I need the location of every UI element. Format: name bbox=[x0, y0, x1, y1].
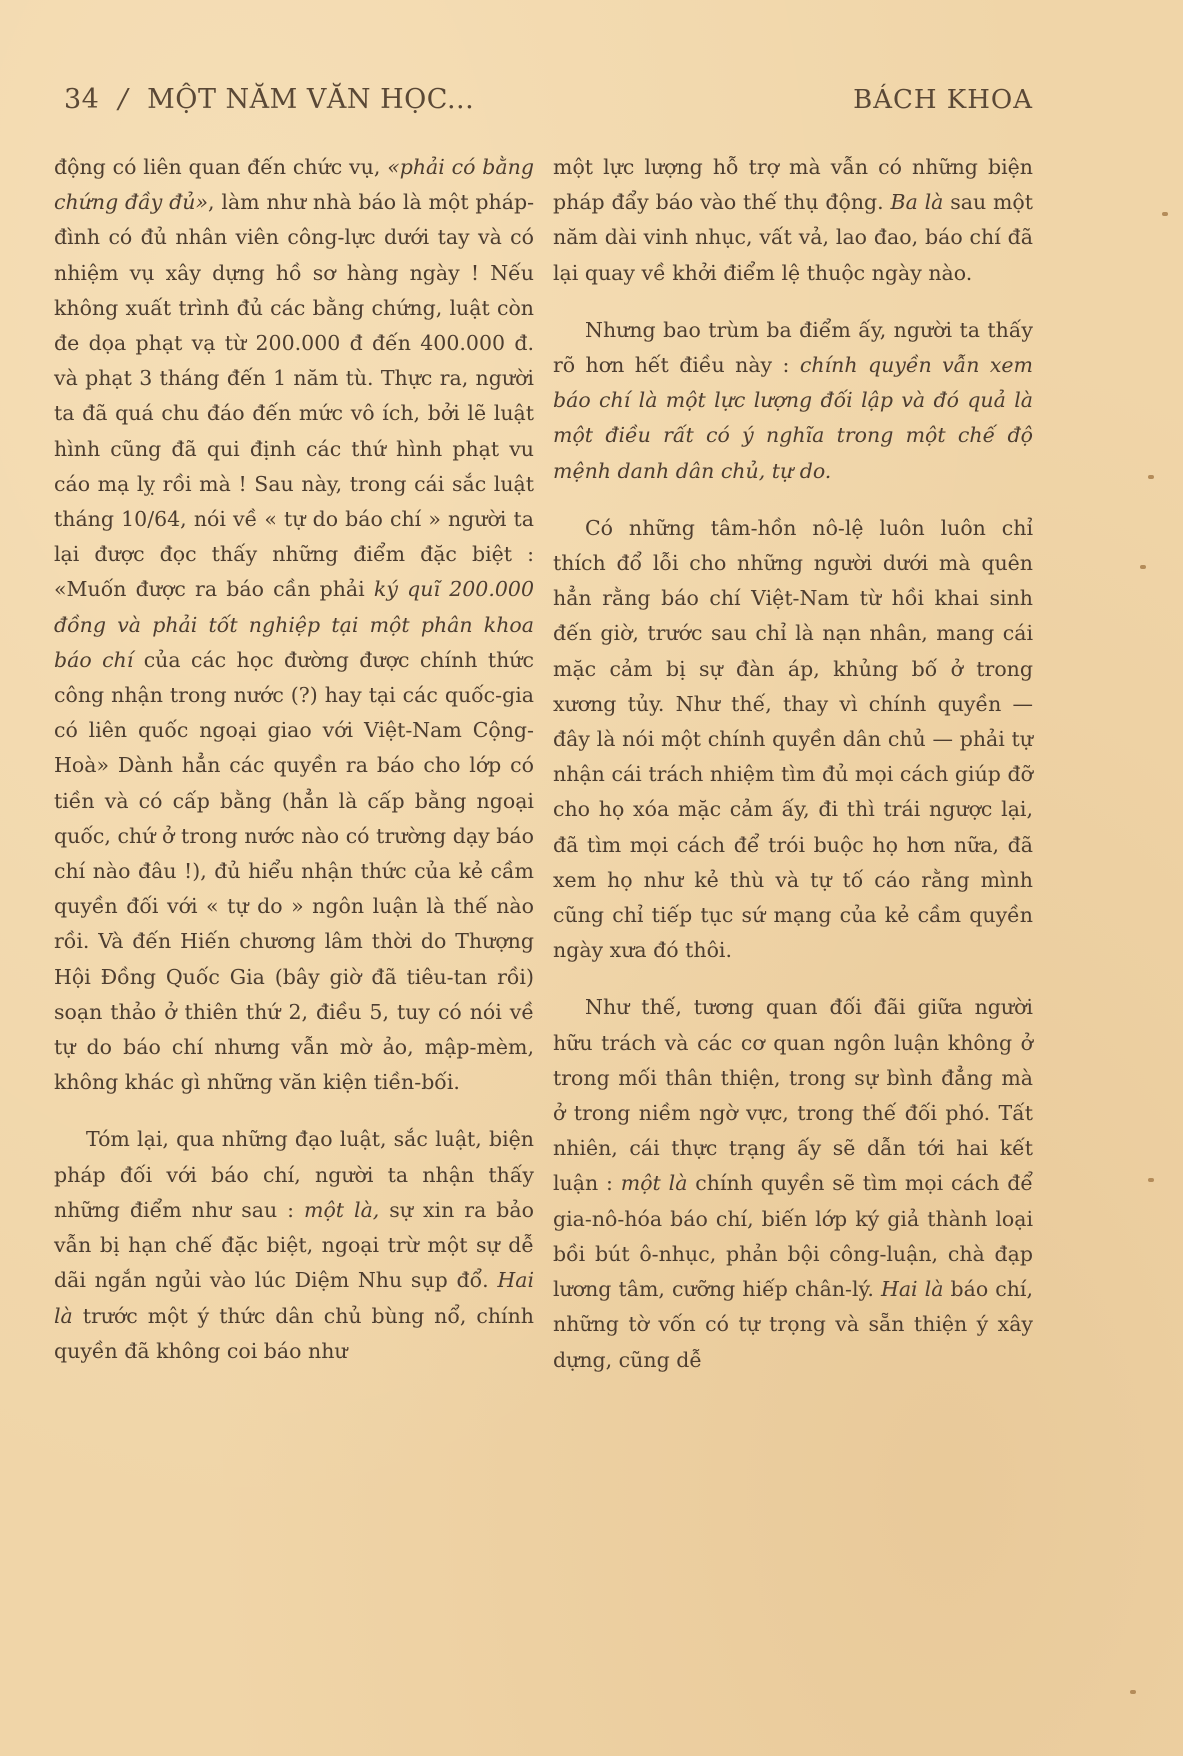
right-paragraph-1 bbox=[553, 150, 1033, 291]
header-separator: / bbox=[118, 84, 129, 115]
page-number: 34 bbox=[64, 84, 100, 115]
text-run: chính quyền sẽ tìm mọi cách để gia-nô-hóa báo chí, biến lớp ký giả thành loại bồi bút ô-nhục, phản bội công-luận, chà đạp lương tâm, cưỡng hiếp chân-lý. bbox=[553, 1171, 1034, 1302]
text-run: , làm như nhà báo là một pháp-đình có đủ nhân viên công-lực dưới tay và có nhiệm vụ xây dựng hồ sơ hàng ngày ! Nếu không xuất trình đủ các bằng chứng, luật còn đe dọa phạt vạ từ 200.000 đ đến 400.000 đ. và phạt 3 tháng đến 1 năm tù. Thực ra, người ta đã quá chu đáo đến mức vô ích, bởi lẽ luật hình cũng đã qui định các thứ hình phạt vu cáo mạ lỵ rồi mà ! Sau này, trong cái sắc luật tháng 10/64, nói về « tự do báo chí » người ta lại được đọc thấy những điểm đặc biệt : «Muốn được ra báo cần phải bbox=[54, 190, 534, 602]
text-run: trước một ý thức dân chủ bùng nổ, chính quyền đã không coi báo như bbox=[54, 1303, 534, 1363]
italic-text-run: một là, bbox=[304, 1197, 380, 1222]
italic-text-run: một là bbox=[620, 1171, 688, 1196]
right-column bbox=[553, 150, 1033, 1400]
italic-text-run: Ba là bbox=[890, 190, 944, 215]
right-paragraph-4 bbox=[553, 990, 1033, 1377]
text-run: Có những tâm-hồn nô-lệ luôn luôn chỉ thích đổ lỗi cho những người dưới mà quên hẳn rằng báo chí Việt-Nam từ hồi khai sinh đến giờ, trước sau chỉ là nạn nhân, mang cái mặc cảm bị sự đàn áp, khủng bố ở trong xương tủy. Như thế, thay vì chính quyền — đây là nói một chính quyền dân chủ — phải tự nhận cái trách nhiệm tìm đủ mọi cách giúp đỡ cho họ xóa mặc cảm ấy, đi thì trái ngược lại, đã tìm mọi cách để trói buộc họ hơn nữa, đã xem họ như kẻ thù và tự tố cáo rằng mình cũng chỉ tiếp tục sứ mạng của kẻ cầm quyền ngày xưa đó thôi. bbox=[553, 515, 1033, 963]
section-title: MỘT NĂM VĂN HỌC... bbox=[147, 84, 475, 115]
magazine-title: BÁCH KHOA bbox=[853, 85, 1033, 115]
header-left bbox=[64, 84, 474, 115]
margin-mark bbox=[1162, 212, 1168, 216]
margin-mark bbox=[1140, 565, 1146, 569]
running-header bbox=[64, 84, 1033, 115]
margin-mark bbox=[1130, 1690, 1136, 1694]
text-run: Như thế, tương quan đối đãi giữa người hữu trách và các cơ quan ngôn luận không ở trong mối thân thiện, trong sự bình đẳng mà ở trong niềm ngờ vực, trong thế đối phó. Tất nhiên, cái thực trạng ấy sẽ dẫn tới hai kết luận : bbox=[553, 995, 1033, 1196]
text-run: một lực lượng hỗ trợ mà vẫn có những biện pháp đẩy báo vào thế thụ động. bbox=[553, 155, 1033, 215]
right-paragraph-3 bbox=[553, 511, 1033, 969]
left-column bbox=[54, 150, 534, 1391]
italic-text-run: ký quĩ 200.000 đồng và phải tốt nghiệp tại một phân khoa báo chí bbox=[54, 577, 534, 672]
italic-text-run: Hai là bbox=[880, 1277, 944, 1302]
text-run: Nhưng bao trùm ba điểm ấy, người ta thấy rõ hơn hết điều này : bbox=[553, 317, 1033, 378]
text-run: động có liên quan đến chức vụ, bbox=[54, 155, 388, 179]
italic-text-run: chính quyền vẫn xem báo chí là một lực lượng đối lập và đó quả là một điều rất có ý nghĩa trong một chế độ mệnh danh dân chủ, tự do. bbox=[553, 353, 1034, 483]
right-paragraph-2 bbox=[553, 313, 1033, 489]
left-paragraph-1 bbox=[54, 150, 534, 1100]
text-run: sau một năm dài vinh nhục, vất vả, lao đao, báo chí đã lại quay về khởi điểm lệ thuộc ngày nào. bbox=[553, 190, 1033, 285]
text-run: sự xin ra bảo vẫn bị hạn chế đặc biệt, ngoại trừ một sự dễ dãi ngắn ngủi vào lúc Diệm Nhu sụp đổ. bbox=[54, 1197, 534, 1293]
left-paragraph-2 bbox=[54, 1122, 534, 1368]
margin-mark bbox=[1148, 475, 1154, 479]
italic-text-run: Hai là bbox=[54, 1268, 534, 1328]
text-run: báo chí, những tờ vốn có tự trọng và sẵn thiện ý xây dựng, cũng dễ bbox=[553, 1277, 1033, 1372]
text-run: Tóm lại, qua những đạo luật, sắc luật, biện pháp đối với báo chí, người ta nhận thấy những điểm như sau : bbox=[54, 1127, 534, 1222]
margin-mark bbox=[1148, 1178, 1154, 1182]
italic-text-run: «phải có bằng chứng đầy đủ» bbox=[54, 155, 534, 215]
text-run: của các học đường được chính thức công nhận trong nước (?) hay tại các quốc-gia có liên quốc ngoại giao với Việt-Nam Cộng-Hoà» Dành hẳn các quyền ra báo cho lớp có tiền và có cấp bằng (hẳn là cấp bằng ngoại quốc, chứ ở trong nước nào có trường dạy báo chí nào đâu !), đủ hiểu nhận thức của kẻ cầm quyền đối với « tự do » ngôn luận là thế nào rồi. Và đến Hiến chương lâm thời do Thượng Hội Đồng Quốc Gia (bây giờ đã tiêu-tan rồi) soạn thảo ở thiên thứ 2, điều 5, tuy có nói về tự do báo chí nhưng vẫn mờ ảo, mập-mèm, không khác gì những văn kiện tiền-bối. bbox=[54, 647, 534, 1095]
